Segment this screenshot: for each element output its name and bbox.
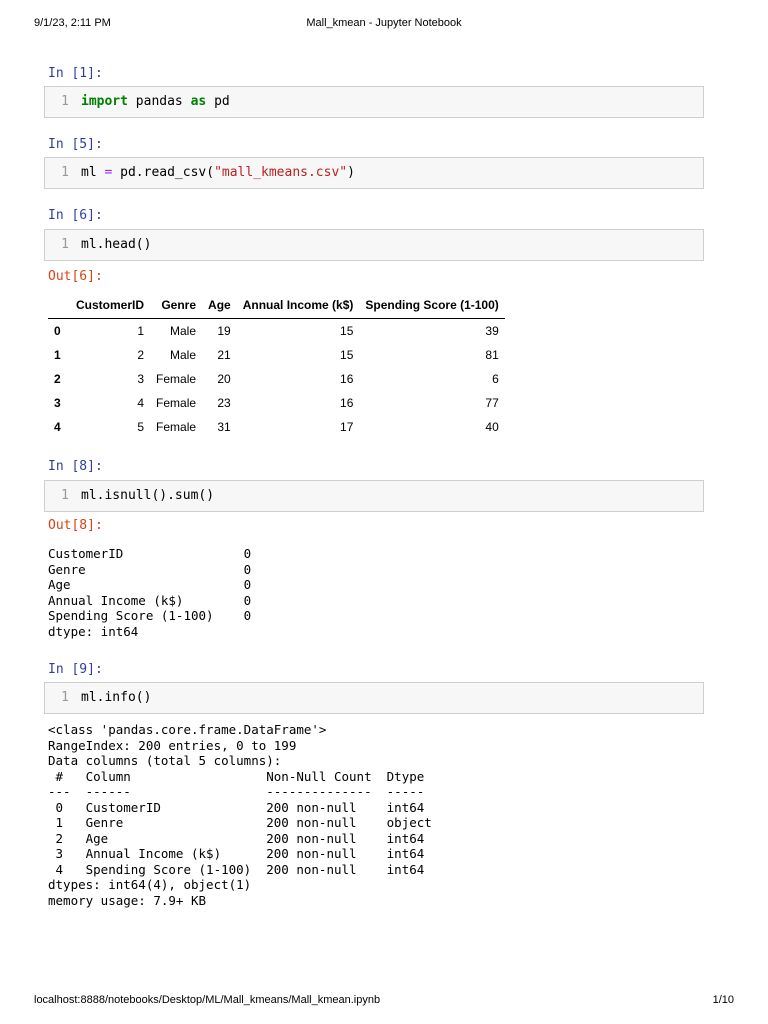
table-row <box>48 367 505 391</box>
code-token: pd <box>206 94 230 109</box>
table-cell: 15 <box>340 324 354 338</box>
table-row <box>48 343 505 367</box>
row-index: 4 <box>54 420 61 434</box>
row-index: 0 <box>54 324 61 338</box>
table-cell: 40 <box>485 420 499 434</box>
code-token: pd.read_csv( <box>112 165 215 180</box>
table-cell: 15 <box>340 348 354 362</box>
code-cell-6[interactable] <box>44 229 704 261</box>
code-token: "mall_kmeans.csv" <box>214 165 348 180</box>
code-line[interactable] <box>81 94 230 109</box>
table-cell: 6 <box>492 372 499 386</box>
in-prompt-5: In [5]: <box>48 137 103 152</box>
in-prompt-8: In [8]: <box>48 459 103 474</box>
code-token: as <box>190 94 207 109</box>
line-number: 1 <box>61 237 69 252</box>
table-row <box>48 319 505 344</box>
table-cell: Male <box>170 348 197 362</box>
row-index: 3 <box>54 396 61 410</box>
table-cell: 23 <box>217 396 231 410</box>
page-title: Mall_kmean - Jupyter Notebook <box>306 17 462 29</box>
table-cell: 17 <box>340 420 354 434</box>
code-token: import <box>81 94 128 109</box>
table-cell: Female <box>156 396 197 410</box>
table-cell: 16 <box>340 396 354 410</box>
footer-url: localhost:8888/notebooks/Desktop/ML/Mall_kmeans/Mall_kmean.ipynb <box>34 994 381 1006</box>
code-cell-5[interactable] <box>44 157 704 189</box>
line-number: 1 <box>61 94 69 109</box>
table-cell: 16 <box>340 372 354 386</box>
code-line[interactable]: ml.info() <box>81 690 152 705</box>
code-token: pandas <box>127 94 191 109</box>
in-prompt-9: In [9]: <box>48 662 103 677</box>
page-number: 1/10 <box>712 994 734 1006</box>
column-header: Age <box>202 292 237 319</box>
code-line[interactable]: ml.isnull().sum() <box>81 488 215 503</box>
in-prompt-1: In [1]: <box>48 66 103 81</box>
table-cell: 19 <box>217 324 231 338</box>
line-number: 1 <box>61 165 69 180</box>
column-header: CustomerID <box>70 292 150 319</box>
code-cell-1[interactable] <box>44 86 704 118</box>
code-cell-8[interactable] <box>44 480 704 512</box>
table-cell: 2 <box>137 348 145 362</box>
table-cell: 21 <box>217 348 231 362</box>
code-line[interactable] <box>81 165 355 180</box>
table-row <box>48 415 505 439</box>
column-header: Annual Income (k$) <box>237 292 360 319</box>
table-cell: Female <box>156 372 197 386</box>
line-number: 1 <box>61 488 69 503</box>
out-prompt-6: Out[6]: <box>48 269 103 284</box>
table-row <box>48 391 505 415</box>
table-cell: 39 <box>485 324 499 338</box>
in-prompt-6: In [6]: <box>48 208 103 223</box>
column-header: Genre <box>150 292 202 319</box>
table-cell: 77 <box>485 396 499 410</box>
code-token: ml <box>81 165 105 180</box>
table-cell: 31 <box>217 420 231 434</box>
table-cell: Female <box>156 420 197 434</box>
table-header-row <box>48 292 505 319</box>
out-prompt-8: Out[8]: <box>48 518 103 533</box>
code-cell-9[interactable] <box>44 682 704 714</box>
table-cell: Male <box>170 324 197 338</box>
dataframe-table <box>48 292 505 439</box>
table-cell: 5 <box>137 420 145 434</box>
table-cell: 4 <box>137 396 145 410</box>
isnull-output: CustomerID 0 Genre 0 Age 0 Annual Income (k$) 0 Spending Score (1-100) 0 dtype: int64 <box>48 546 252 639</box>
table-cell: 81 <box>485 348 499 362</box>
column-header: Spending Score (1-100) <box>359 292 504 319</box>
info-output: <class 'pandas.core.frame.DataFrame'> RangeIndex: 200 entries, 0 to 199 Data columns (total 5 columns): # Column Non-Null Count Dtype --- ------ -------------- ----- 0 CustomerID 200 non-null int64 1 Genre 200 non-null object 2 Age 200 non-null int64 3 Annual Income (k$) 200 non-null int64 4 Spending Score (1-100) 200 non-null int64 dtypes: int64(4), object(1) memory usage: 7.9+ KB <box>48 722 432 908</box>
code-token: ) <box>347 165 355 180</box>
table-cell: 20 <box>217 372 231 386</box>
print-date: 9/1/23, 2:11 PM <box>34 17 111 29</box>
code-token: = <box>104 165 113 180</box>
code-line[interactable]: ml.head() <box>81 237 152 252</box>
column-header <box>48 292 70 319</box>
line-number: 1 <box>61 690 69 705</box>
table-cell: 1 <box>137 324 145 338</box>
row-index: 2 <box>54 372 61 386</box>
table-cell: 3 <box>137 372 145 386</box>
row-index: 1 <box>54 348 61 362</box>
